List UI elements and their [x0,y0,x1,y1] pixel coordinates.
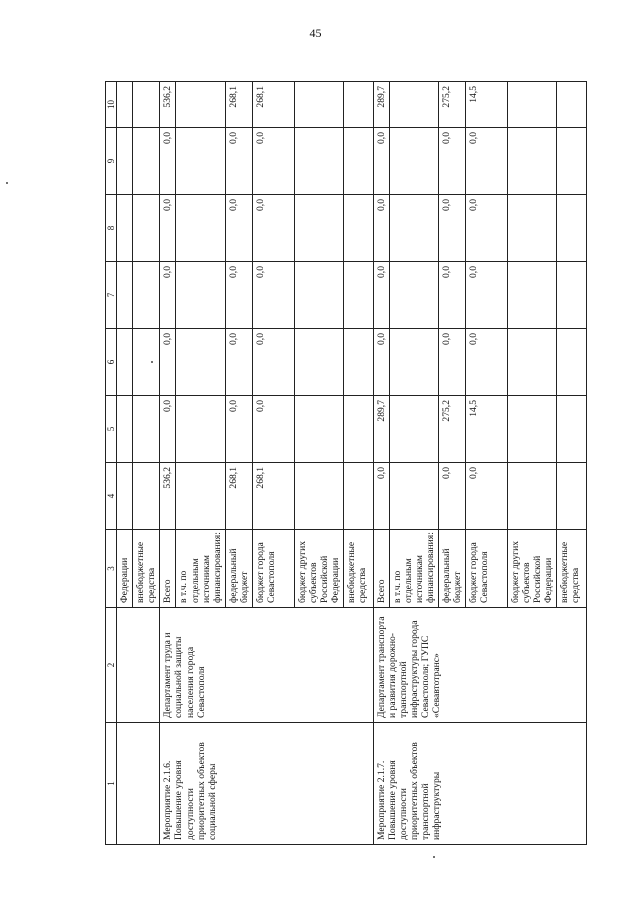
value-cell: 536,2 [160,463,176,530]
value-cell [117,329,133,396]
value-cell [294,128,343,195]
source-cell: в т.ч. по отдельным источникам финансирования: [389,530,438,608]
value-cell [117,262,133,329]
value-cell: 0,0 [225,195,252,262]
value-cell: 0,0 [252,128,294,195]
value-cell [343,262,373,329]
value-cell: 268,1 [225,82,252,128]
source-cell: в т.ч. по отдельным источникам финансирования: [176,530,225,608]
value-cell [117,463,133,530]
value-cell: 0,0 [438,463,465,530]
value-cell [389,195,438,262]
rotated-table-area [105,82,585,845]
source-cell: бюджет города Севастополя [252,530,294,608]
source-cell: федеральный бюджет [438,530,465,608]
value-cell [117,195,133,262]
value-cell: 0,0 [438,262,465,329]
value-cell: 0,0 [466,262,508,329]
scan-speck [6,182,8,184]
value-cell [557,262,587,329]
value-cell: 0,0 [466,195,508,262]
table-row [160,82,176,845]
value-cell: 0,0 [160,262,176,329]
value-cell [133,82,160,128]
value-cell [176,396,225,463]
scan-speck [433,856,435,858]
source-cell: внебюджетные средства [133,530,160,608]
header-cell: 5 [106,396,117,463]
value-cell: 536,2 [160,82,176,128]
value-cell: 14,5 [466,82,508,128]
value-cell: 275,2 [438,396,465,463]
value-cell: 0,0 [225,128,252,195]
value-cell [294,195,343,262]
value-cell: 0,0 [252,396,294,463]
value-cell [343,329,373,396]
value-cell: 0,0 [160,195,176,262]
header-cell: 10 [106,82,117,128]
header-cell: 6 [106,329,117,396]
value-cell [117,396,133,463]
source-cell: бюджет города Севастополя [466,530,508,608]
value-cell: 0,0 [160,329,176,396]
value-cell: 0,0 [160,128,176,195]
value-cell: 0,0 [466,329,508,396]
funding-table [105,81,587,845]
table-row [373,82,389,845]
value-cell [176,329,225,396]
value-cell [133,329,160,396]
value-cell: 289,7 [373,396,389,463]
header-cell: 9 [106,128,117,195]
header-cell: 3 [106,530,117,608]
page-number: 45 [309,26,322,40]
header-cell: 1 [106,723,117,845]
value-cell [343,396,373,463]
value-cell [176,128,225,195]
source-cell: бюджет других субъектов Российской Федерации [508,530,557,608]
value-cell: 0,0 [438,195,465,262]
value-cell: 0,0 [225,396,252,463]
value-cell [557,128,587,195]
measure-name-cell: Мероприятие 2.1.7. Повышение уровня доступности приоритетных объектов транспортной инфраструктуры [373,723,586,845]
value-cell [133,128,160,195]
value-cell [294,463,343,530]
value-cell: 268,1 [252,82,294,128]
header-cell: 8 [106,195,117,262]
value-cell [117,82,133,128]
executor-cell: Департамент труда и социальной защиты населения города Севастополя [160,608,373,723]
value-cell: 275,2 [438,82,465,128]
value-cell: 0,0 [373,329,389,396]
value-cell [508,82,557,128]
value-cell [508,396,557,463]
value-cell [389,329,438,396]
value-cell [133,396,160,463]
value-cell: 0,0 [225,262,252,329]
source-cell: Федерации [117,530,133,608]
value-cell: 0,0 [466,128,508,195]
value-cell [176,82,225,128]
source-cell: внебюджетные средства [343,530,373,608]
value-cell: 14,5 [466,396,508,463]
value-cell [508,463,557,530]
value-cell [294,396,343,463]
value-cell: 268,1 [252,463,294,530]
source-cell: бюджет других субъектов Российской Федерации [294,530,343,608]
value-cell [508,128,557,195]
source-cell: внебюджетные средства [557,530,587,608]
value-cell [343,463,373,530]
table-row [117,82,133,845]
value-cell [294,82,343,128]
source-cell: федеральный бюджет [225,530,252,608]
header-cell: 7 [106,262,117,329]
value-cell [557,195,587,262]
value-cell: 0,0 [252,329,294,396]
value-cell [557,396,587,463]
value-cell: 0,0 [438,128,465,195]
value-cell [343,128,373,195]
header-row [106,82,117,845]
value-cell: 0,0 [373,262,389,329]
scan-speck [151,361,153,363]
value-cell [294,329,343,396]
value-cell [389,463,438,530]
header-cell: 4 [106,463,117,530]
header-cell: 2 [106,608,117,723]
value-cell [343,82,373,128]
value-cell [133,463,160,530]
value-cell: 0,0 [252,195,294,262]
value-cell [389,396,438,463]
value-cell [508,329,557,396]
value-cell: 0,0 [373,463,389,530]
value-cell: 0,0 [438,329,465,396]
executor-cell: Департамент транспорта и развития дорожно-транспортной инфраструктуры города Севастополя; ГУПС «Севавтотранс» [373,608,586,723]
measure-name-cell: Мероприятие 2.1.6. Повышение уровня доступности приоритетных объектов социальной сферы [160,723,373,845]
value-cell: 0,0 [225,329,252,396]
value-cell [557,329,587,396]
measure-name-cell [117,723,160,845]
value-cell [557,82,587,128]
value-cell [389,262,438,329]
value-cell [389,82,438,128]
value-cell [343,195,373,262]
executor-cell [117,608,160,723]
value-cell: 0,0 [373,195,389,262]
value-cell: 0,0 [252,262,294,329]
value-cell [176,195,225,262]
value-cell: 0,0 [466,463,508,530]
value-cell [508,195,557,262]
value-cell [389,128,438,195]
source-cell: Всего [373,530,389,608]
value-cell [294,262,343,329]
source-cell: Всего [160,530,176,608]
value-cell [176,262,225,329]
value-cell: 289,7 [373,82,389,128]
value-cell [133,195,160,262]
value-cell [176,463,225,530]
value-cell [117,128,133,195]
value-cell: 0,0 [160,396,176,463]
value-cell [557,463,587,530]
value-cell: 0,0 [373,128,389,195]
value-cell [133,262,160,329]
value-cell: 268,1 [225,463,252,530]
value-cell [508,262,557,329]
